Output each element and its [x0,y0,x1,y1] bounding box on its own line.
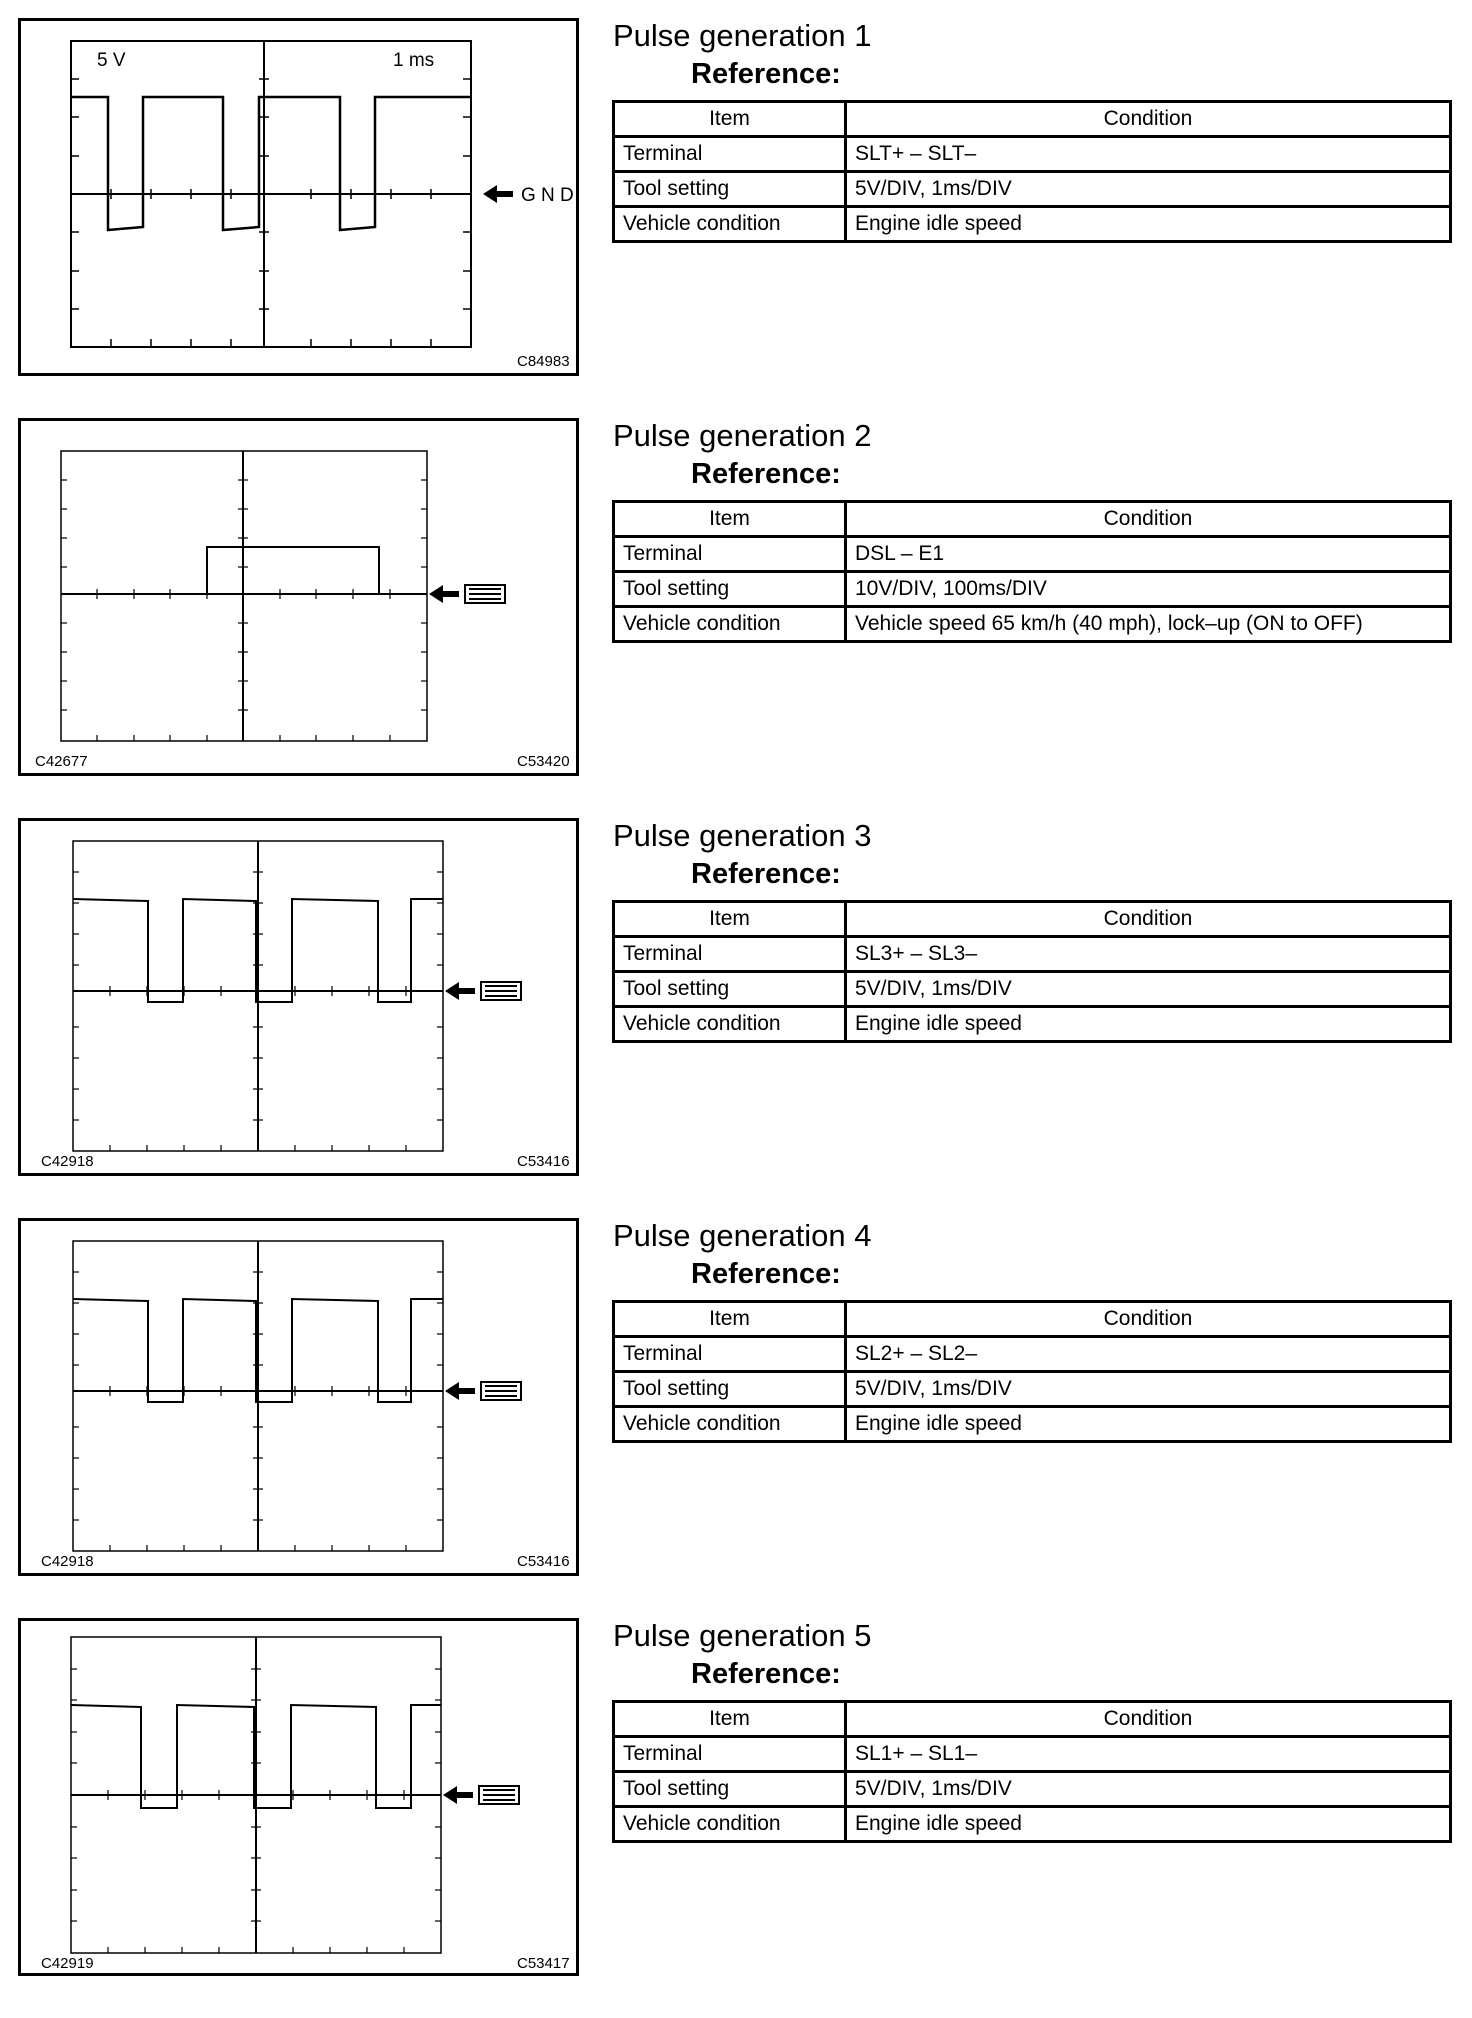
table-row [614,1407,1451,1442]
pulse-section-3 [0,818,1472,1218]
table-row [614,937,1451,972]
pulse-section-4 [0,1218,1472,1618]
figure-code-right: C84983 [517,353,570,370]
waveform-3 [21,821,576,1173]
row-item: Tool setting [614,572,846,607]
row-condition: SLT+ – SLT– [846,137,1451,172]
table-row [614,537,1451,572]
row-item: Tool setting [614,1372,846,1407]
row-item: Vehicle condition [614,1007,846,1042]
header-item: Item [614,102,846,137]
row-condition: 5V/DIV, 1ms/DIV [846,972,1451,1007]
row-item: Vehicle condition [614,1407,846,1442]
figure-code-left: C42918 [41,1153,94,1170]
pulse-section-1 [0,18,1472,418]
oscilloscope-figure-4 [18,1218,579,1576]
figure-code-right: C53420 [517,753,570,770]
arrow-left-icon [429,585,459,603]
header-condition: Condition [846,902,1451,937]
header-item: Item [614,502,846,537]
figure-code-left: C42919 [41,1955,94,1972]
gnd-symbol-icon [479,1786,519,1804]
section-heading: Pulse generation 1 [613,18,872,53]
reference-table [612,1300,1452,1443]
arrow-left-icon [445,982,475,1000]
table-row [614,1772,1451,1807]
arrow-left-icon [483,185,513,203]
header-condition: Condition [846,1302,1451,1337]
section-heading: Pulse generation 4 [613,1218,872,1253]
header-item: Item [614,902,846,937]
header-item: Item [614,1702,846,1737]
table-row [614,572,1451,607]
volts-per-div-label: 5 V [97,50,126,71]
row-item: Tool setting [614,1772,846,1807]
header-item: Item [614,1302,846,1337]
row-item: Tool setting [614,172,846,207]
reference-heading: Reference: [691,1258,841,1290]
row-condition: SL2+ – SL2– [846,1337,1451,1372]
row-item: Vehicle condition [614,1807,846,1842]
waveform-2 [21,421,576,773]
reference-table [612,500,1452,643]
gnd-symbol-icon [465,585,505,603]
reference-table [612,1700,1452,1843]
row-item: Vehicle condition [614,607,846,642]
oscilloscope-figure-5 [18,1618,579,1976]
table-header-row [614,1702,1451,1737]
table-header-row [614,1302,1451,1337]
reference-heading: Reference: [691,58,841,90]
gnd-symbol-icon [481,1382,521,1400]
waveform-1 [21,21,576,373]
arrow-left-icon [445,1382,475,1400]
table-row [614,1807,1451,1842]
oscilloscope-figure-2 [18,418,579,776]
table-row [614,1007,1451,1042]
waveform-5 [21,1621,576,1973]
reference-table [612,900,1452,1043]
table-header-row [614,102,1451,137]
oscilloscope-figure-3 [18,818,579,1176]
section-heading: Pulse generation 5 [613,1618,872,1653]
row-condition: 5V/DIV, 1ms/DIV [846,1372,1451,1407]
reference-heading: Reference: [691,1658,841,1690]
row-item: Terminal [614,1337,846,1372]
row-item: Tool setting [614,972,846,1007]
pulse-section-5 [0,1618,1472,2018]
table-row [614,1372,1451,1407]
table-row [614,207,1451,242]
figure-code-right: C53416 [517,1553,570,1570]
row-condition: SL3+ – SL3– [846,937,1451,972]
reference-heading: Reference: [691,858,841,890]
header-condition: Condition [846,102,1451,137]
pulse-section-2 [0,418,1472,818]
figure-code-left: C42918 [41,1553,94,1570]
table-row [614,607,1451,642]
gnd-symbol-icon [481,982,521,1000]
table-row [614,137,1451,172]
table-row [614,972,1451,1007]
figure-code-right: C53416 [517,1153,570,1170]
row-item: Terminal [614,137,846,172]
waveform-4 [21,1221,576,1573]
row-condition: Engine idle speed [846,1007,1451,1042]
gnd-label: G N D [521,185,574,206]
table-row [614,1737,1451,1772]
table-header-row [614,902,1451,937]
row-item: Terminal [614,537,846,572]
row-condition: Vehicle speed 65 km/h (40 mph), lock–up (ON to OFF) [846,607,1451,642]
row-condition: Engine idle speed [846,207,1451,242]
row-item: Terminal [614,1737,846,1772]
arrow-left-icon [443,1786,473,1804]
table-header-row [614,502,1451,537]
figure-code-right: C53417 [517,1955,570,1972]
oscilloscope-figure-1 [18,18,579,376]
header-condition: Condition [846,1702,1451,1737]
row-item: Terminal [614,937,846,972]
time-per-div-label: 1 ms [393,50,435,71]
reference-table [612,100,1452,243]
row-condition: DSL – E1 [846,537,1451,572]
row-condition: Engine idle speed [846,1407,1451,1442]
row-condition: 5V/DIV, 1ms/DIV [846,1772,1451,1807]
table-row [614,172,1451,207]
table-row [614,1337,1451,1372]
section-heading: Pulse generation 2 [613,418,872,453]
row-condition: SL1+ – SL1– [846,1737,1451,1772]
row-condition: Engine idle speed [846,1807,1451,1842]
header-condition: Condition [846,502,1451,537]
section-heading: Pulse generation 3 [613,818,872,853]
figure-code-left: C42677 [35,753,88,770]
row-item: Vehicle condition [614,207,846,242]
row-condition: 5V/DIV, 1ms/DIV [846,172,1451,207]
reference-heading: Reference: [691,458,841,490]
row-condition: 10V/DIV, 100ms/DIV [846,572,1451,607]
